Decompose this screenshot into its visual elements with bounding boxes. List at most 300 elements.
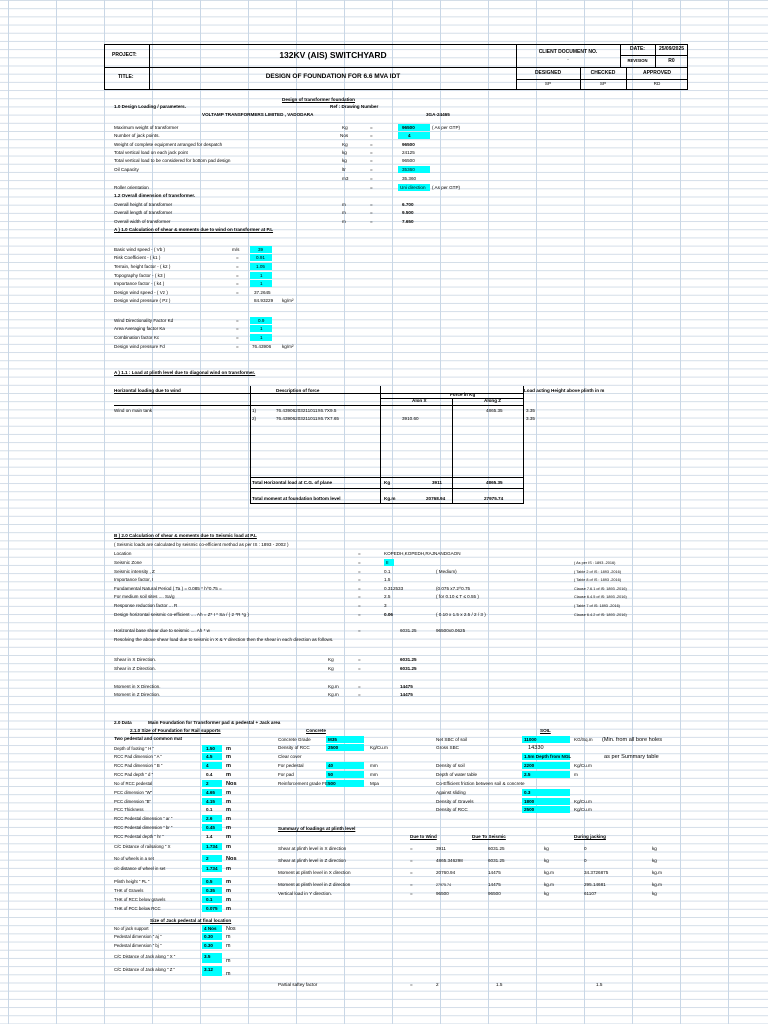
row-value: 4 [408,133,411,138]
row-value: KOPEDH,KOPEDH,RAJNANDGAON [384,551,461,556]
row-label: Design horizontal seismic co-efficient .... Ah = Z* I * Sa / ( 2 *R *g ) [114,612,249,617]
row-label: RCC Pedestal depth " hr " [114,834,164,839]
row-label: Response reduction factor ... R [114,603,178,608]
design-wind-pressure-fd-value: 76.43906 [252,344,272,349]
row-label: Shear in Z Direction. [114,666,156,671]
row-label: Density of Gravels [436,799,474,804]
row-eq: = [370,125,373,130]
row-label: Weight of complete equipment arranged for despatch [114,142,223,147]
row-label: Number of jack points. [114,133,160,138]
row-unit: m [342,210,346,215]
row-label: For pad [278,772,294,777]
vendor-name: VOLTAMP TRANSFORMERS LIMITED , VADODARA [202,112,314,117]
row-wind: 96500 [436,891,449,896]
wind-main-tank-label: Wind on main tank [114,408,153,413]
seismic-section-title: B ) 2.0 Calculation of shear & moments due to Seismic load at P.L [114,533,257,538]
row-label: RCC Pedestal dimension " ar " [114,816,173,821]
row-value: 0.5 [206,879,213,884]
row-value: 96500 [402,142,415,147]
row-label: RCC Pad dimension " B " [114,763,163,768]
table-col-line [523,386,524,504]
row-jacking: 34.3726875 [584,870,609,875]
roller-label: Roller orientation [114,185,149,190]
row-label: C/C Distance of Jack along " X " [114,954,176,959]
row-value: 96500 [402,158,415,163]
row-unit-2: kg.m [652,870,662,875]
row-unit: kg.m [544,882,554,887]
row-unit: Kg.m [328,684,339,689]
row-reference: Clause 7.6.1 of IS: 1893 -2016) [574,587,627,591]
row-seismic: 6031.25 [488,846,505,851]
row-label: Vertical load in Y direction. [278,891,332,896]
row-value: 35360 [402,167,415,172]
roller-value: Uni direction [400,185,426,190]
row-value: 2 [206,781,209,786]
row-description: 76.43906203211011X6.7X9.5 [276,408,337,413]
row-value: 1 [260,273,263,278]
section-title-loading: 1.0 Design Loading / parameters. [114,104,186,109]
row-value: 1800 [524,799,535,804]
row-label: Against sliding [436,790,466,795]
summary-col-seismic: Due To Seismic [472,834,506,839]
concrete-title: Concrete [306,728,326,733]
row-unit: KG/Sq.m [574,737,593,742]
jack-title: Size of Jack pedestal at final location [150,918,232,923]
row-label: C/C Distance of railsalong " X [114,844,171,849]
psf-seismic: 1.5 [496,982,503,987]
row-label: Moment at plinth level in Z direction [278,882,351,887]
total-horizontal-unit: Kg [384,480,391,485]
row-label: Maximum weight of transformer [114,125,179,130]
roller-note: ( As per GTP) [432,185,461,190]
row-unit: m [226,834,231,840]
row-value: 0.312533 [384,586,404,591]
row-calc: (0.075 x7.2^0.75 [436,586,471,591]
total-moment-label: Total moment at foundation bottom level [252,496,341,501]
row-unit: m [226,866,231,872]
row-eq: = [358,684,361,689]
designed-value: SP [544,81,552,86]
psf-label: Partial saftey factor [278,982,318,987]
row-unit: m [574,772,578,777]
row-unit: Kg/Cu.m [574,807,592,812]
row-label: c/c distance of wheel in set [114,866,166,871]
row-jacking: 0 [584,846,587,851]
row-label: Topography factor - ( k3 ) [114,273,166,278]
row-eq: = [358,692,361,697]
row-unit: Nos [226,856,237,862]
row-value: 0.06 [384,612,393,617]
row-label: Reinforcement grade FE [278,781,329,786]
row-value: 0.1 [384,569,391,574]
row-unit: Kg [328,657,334,662]
row-seismic: 96500 [488,891,501,896]
summary-col-jacking: During jacking [574,834,606,839]
row-label: Seismic Zone [114,560,142,565]
row-label: Shear in X Direction. [114,657,157,662]
row-unit: Nos [340,133,349,138]
row-unit: m [226,790,231,796]
row-reference: Clause 6.4.2 of IS: 1893 -2016) [574,613,627,617]
row-unit: m [226,807,231,813]
approved-label: APPROVED [642,70,672,76]
row-value: 40 [328,763,334,768]
approved-value: RD [653,81,661,86]
row-wind: 20760.94 [436,870,456,875]
row-unit: m [226,943,231,949]
row-unit: kg [544,891,549,896]
row-label: Combination factor Kc [114,335,160,340]
row-value: 4 Nos [204,926,217,931]
row-label: Total vertical load on each jack point [114,150,188,155]
row-eq: = [370,202,373,207]
row-unit: m [226,825,231,831]
row-value: 0.1 [206,897,213,902]
row-label: Terrain, height factor - ( k2 ) [114,264,171,269]
row-eq: = [410,891,413,896]
col-load-height: Load acting Height above plinth in m [524,388,605,393]
row-value: 4.5 [206,754,213,759]
row-label: No of jack support [114,926,149,931]
row-eq: = [370,210,373,215]
row-label: RCC Pad dimension " A " [114,754,162,759]
row-value: 14475 [400,692,413,697]
row-unit: m [226,897,231,903]
project-label: PROJECT: [112,52,137,58]
design-wind-speed-value: 37.2645 [254,290,271,295]
row-unit: Kg [342,142,348,147]
row-eq: = [236,335,239,340]
summary-title: Summary of loadings at plinth level [278,826,356,831]
row-reference: Clause 6.4.5 of IS: 1893 -2016) [574,595,627,599]
row-seismic: 14475 [488,882,501,887]
row-label: Moment in Z Direction. [114,692,161,697]
row-unit: m [342,202,346,207]
row-unit: mm [370,772,378,777]
row-reference: ( Table 2 of IS : 1893 -2016) [574,570,621,574]
row-unit: Kg.m [328,692,339,697]
revision-value: R0 [668,58,675,64]
row-unit: m [226,754,231,760]
row-reference: ( Table 7 of IS: 1893 -2016) [574,604,620,608]
row-unit: kg [342,150,347,155]
table-rule [380,398,523,399]
header-divider [104,67,688,68]
row-value: 6031.25 [400,666,417,671]
row-unit-2: kg [652,858,657,863]
row-value: II [386,560,389,565]
row-value: 4 [206,763,209,768]
design-wind-pressure-fd-unit: kg/m² [282,344,294,349]
row-eq: = [358,586,361,591]
row-eq: = [358,603,361,608]
header-row-line [516,79,688,80]
date-label: DATE: [630,46,645,52]
row-eq: = [358,551,361,556]
row-label: Oil Capacity [114,167,139,172]
col-along-z: Along Z [484,398,502,403]
row-value: 6.700 [402,202,414,207]
row-value: 0.91 [256,255,265,260]
row-number: 1) [252,408,257,413]
row-value: 0.1 [206,807,213,812]
title-label: TITLE: [118,74,134,80]
row-eq: = [358,666,361,671]
row-label: No of RCC pedestal [114,781,153,786]
row-unit: ltr [342,167,346,172]
revision-label: REVISION [627,58,648,63]
table-rule [250,488,524,489]
row-value: 1.5m Depth from NGL [524,754,572,759]
row-unit-2: kg [652,891,657,896]
total-horizontal-z: 4865.35 [486,480,503,485]
row-label: Co-Efficient friction between soil & concrete [436,781,525,786]
row-value: 0.30 [204,943,213,948]
plinth-section-title: A ) 1.1 : Load at plinth level due to diagonal wind on transformer. [114,370,256,375]
total-moment-x: 20768.94 [426,496,446,501]
row-label: Moment at plinth level in X direction [278,870,351,875]
row-label: Moment in X Direction. [114,684,161,689]
roller-eq: = [370,185,373,190]
row-label: Plinth height " PL " [114,879,150,884]
row-value: 0.45 [206,825,215,830]
row-value: 1.734 [206,844,218,849]
base-shear-value: 6031.25 [400,628,417,633]
row-calc: ( 0.10 x 1.5 x 2.5 / 2 / 3 ) [436,612,486,617]
row-label: Importance factor - ( k4 ) [114,281,165,286]
row-label: Overall height of transformer [114,202,173,207]
row-label: Net SBC of soil [436,737,468,742]
overall-dim-title: 1.2 Overall dimension of transformer. [114,193,196,198]
row-unit: kg [544,858,549,863]
row-unit: Nos [226,926,236,932]
row-description: 76.43906203211011X6.7X7.65 [276,416,339,421]
row-eq: = [236,318,239,323]
row-value: 96500 [402,125,415,130]
row-label: Area Averaging factor Ka [114,326,165,331]
row-calc: ( for 0.10 ≤ T ≤ 0.55 ) [436,594,479,599]
row-eq: = [358,577,361,582]
row-unit: Mpa [370,781,379,786]
row-value: 6031.25 [400,657,417,662]
row-height: 3.35 [526,408,535,413]
row-unit: m [226,772,231,778]
row-label: THK of PCC below RCC [114,906,161,911]
total-horizontal-x: 3911 [432,480,442,485]
table-rule [250,503,524,504]
input-cell [202,762,222,769]
date-value: 25/09/2025 [658,46,685,52]
resolve-note: Resolving the above shear load due to seismic in X & Y direction then the shear in each direction as follows. [114,637,334,642]
row-value: 1.4 [206,834,213,839]
table-col-line [250,386,251,504]
row-unit: m [226,816,231,822]
row-label: PCC Thickness [114,807,144,812]
row-unit: Kg/Cu.m [574,799,592,804]
row-value: 14475 [400,684,413,689]
base-shear-calc: 96500x0.0625 [436,628,466,633]
row-label: Importance factor, I [114,577,154,582]
row-value: 39 [258,247,264,252]
row-label: PCC dimension "W" [114,790,153,795]
row-label: For medium soil sites .... Sa/g [114,594,175,599]
col-along-x: Alon X [412,398,427,403]
row-number: 2) [252,416,257,421]
row-label: Total vertical load to be considered for bottom pad design [114,158,231,163]
row-wind: 4865.346298 [436,858,463,863]
design-wind-pressure-value: 84.93229 [254,298,274,303]
row-value: 3.12 [204,967,213,972]
design-wind-pressure-label: Design wind pressure ( Pz ) [114,298,171,303]
row-value: 24125 [402,150,415,155]
design-wind-speed-eq: = [236,290,239,295]
header-row-line [620,55,688,56]
row-value: 500 [328,781,336,786]
row-label: Shear at plinth level in X direction [278,846,347,851]
row-value: 11000 [524,737,537,742]
row-value: 2500 [328,745,339,750]
row-unit: m [226,799,231,805]
row-jacking: 295.14681 [584,882,606,887]
row-value: 0.30 [204,934,213,939]
project-name: 132KV (AIS) SWITCHYARD [279,50,387,60]
row-value: 2200 [524,763,535,768]
row-value: 1 [260,281,263,286]
row-eq: = [358,612,361,617]
row-value: 7.650 [402,219,414,224]
row-unit: Nos [226,781,237,787]
row-reference: ( Table 8 of IS : 1893 -2016) [574,578,621,582]
row-label: Location [114,551,132,556]
row-value: 2500 [524,807,535,812]
row-label: Pedestal dimension " bj " [114,943,162,948]
row-unit: m [342,219,346,224]
table-rule [250,477,524,478]
foundation-section-title: Main Foundation for Transformer pad & pedestal + Jack area [148,720,281,725]
row-eq: = [358,569,361,574]
row-label: Seismic intensity , Z [114,569,155,574]
row-value: 1.5 [384,577,391,582]
row-label: Overall width of transformer [114,219,171,224]
summary-col-wind: Due to Wind [410,834,437,839]
section-heading: Design of transformer foundation [282,97,355,102]
design-wind-pressure-fd-eq: = [236,344,239,349]
row-label: Risk Coefficient - ( k1 ) [114,255,161,260]
row-value: 1 [260,326,263,331]
row-label: For pedestal [278,763,304,768]
row-height: 3.35 [526,416,535,421]
row-unit: m [226,971,231,977]
psf-wind: 2 [436,982,439,987]
row-unit: Kg [328,666,334,671]
row-unit: m [226,879,231,885]
row-value: 2.5 [524,772,531,777]
row-label: RCC Pad depth " d " [114,772,154,777]
row-force-x: 3910.60 [402,416,419,421]
row-force-z: 4865.35 [486,408,503,413]
row-value: 1.05 [256,264,265,269]
row-unit-2: kg [652,846,657,851]
row-wind: 27975.74 [436,883,451,887]
row-label: THK of RCC below gravels [114,897,166,902]
row-eq: = [236,273,239,278]
row-label: Fundamental Natural Period ( Ta ) = 0.085 * h^0.75 = [114,586,222,591]
foundation-subtitle: 2.1.0 Size of Foundation for Rail supports [130,728,221,733]
row-value: 0.075 [206,906,218,911]
foundation-subtitle-2: Two pedestal and common mat [114,736,183,741]
row-unit: Kg [342,125,348,130]
row-jacking: 61107 [584,891,597,896]
row-eq: = [236,255,239,260]
psf-eq: = [410,982,413,987]
row-value: 1.734 [206,866,218,871]
row-label: Concrete Grade [278,737,311,742]
total-moment-z: 27975.74 [484,496,504,501]
row-label: Density of RCC [278,745,310,750]
ref-drawing-label: Ref : Drawing Number [330,104,379,109]
row-label: Depth of water table [436,772,478,777]
row-unit: Kg/Cu.m [574,763,592,768]
row-wind: 3911 [436,846,446,851]
row-eq: = [410,882,413,887]
row-seismic: 14475 [488,870,501,875]
total-moment-unit: Kg.m [384,496,396,501]
row-value: 4.65 [206,790,215,795]
row-value: 50 [328,772,334,777]
row-value: 4.15 [206,799,215,804]
base-shear-label: Horizontal base shear due to seismic .... Ah * w [114,628,211,633]
row-value: 1 [260,335,263,340]
seismic-note: ( Seismic loads are calculated by seismic co-efficient method as per IS : 1893 - 2002 ) [114,542,289,547]
row-unit: m [226,888,231,894]
input-cell [202,855,222,862]
row-label: Wind Directionality Factor Kd [114,318,174,323]
row-eq: = [236,264,239,269]
row-unit: m [226,906,231,912]
design-wind-pressure-unit: kg/m² [282,298,294,303]
row-value: 0.4 [206,772,213,777]
drawing-number: 3GA-24465 [426,112,450,117]
table-rule [114,405,524,406]
row-eq: = [370,133,373,138]
row-label: PCC dimension "B" [114,799,151,804]
row-label: Clear cover [278,754,302,759]
row-label: Shear at plinth level in Z direction [278,858,346,863]
row-unit: m/s [232,247,240,252]
row-calc: ( Medium) [436,569,457,574]
row-note: ( As per GTP) [432,125,461,130]
soil-note-2: as per Summary table [604,754,659,760]
client-doc-label: CLIENT DOCUMENT NO. [538,49,598,55]
row-label: Density of soil [436,763,465,768]
col-force: Force in Kg [450,392,476,397]
row-value: 3.5 [204,954,211,959]
row-eq: = [410,858,413,863]
row-reference: ( As per IS : 1893 -2016) [574,561,616,565]
row-label: Overall length of transformer [114,210,173,215]
document-title: DESIGN OF FOUNDATION FOR 6.6 MVA IDT [265,73,401,80]
soil-title: SOIL [540,728,551,733]
row-eq: = [236,326,239,331]
row-value: 0.3 [524,790,531,795]
input-cell [202,780,222,787]
row-eq: = [370,142,373,147]
row-label: Depth of footing " H " [114,746,155,751]
row-value: M35 [328,737,337,742]
client-doc-value: - [567,57,569,62]
row-eq: = [370,150,373,155]
row-label: Density of RCC [436,807,468,812]
